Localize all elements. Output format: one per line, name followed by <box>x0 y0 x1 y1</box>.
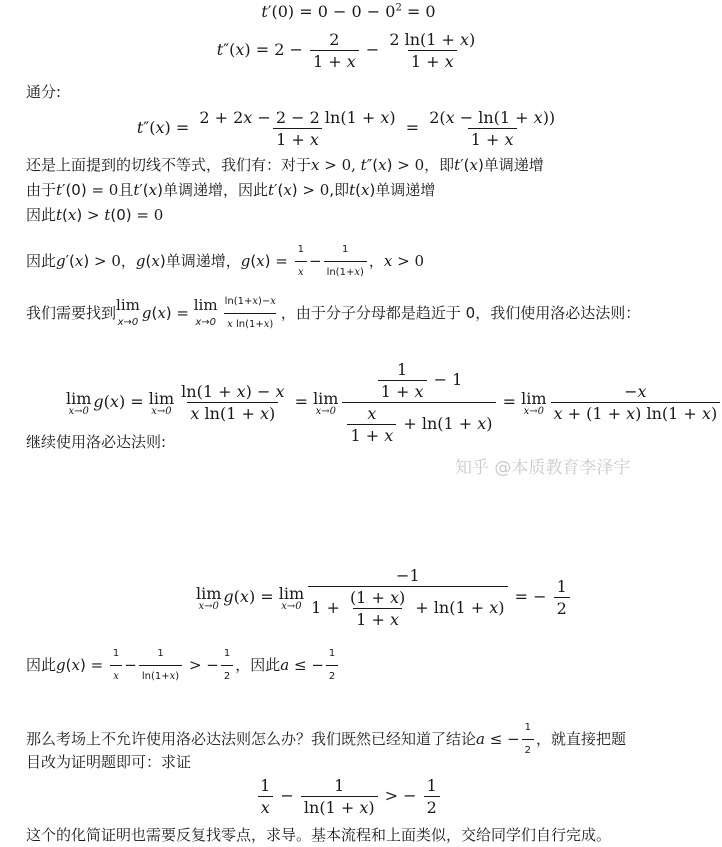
text-prove: 目改为证明题即可：求证 <box>26 753 192 771</box>
text-exam-alternative: 那么考场上不允许使用洛必达法则怎么办？我们既然已经知道了结论a ≤ − $\frac{1}{2}$ ，就直接把题 <box>26 718 626 761</box>
text-find-limit: 我们需要找到 lim x→0 g(x) = lim x→0 $\frac{\ln(1+x)-x}{\text{x ln(1+x)}}$ ，由于分子分母都是趋近于 0，我们使用洛必达法则： <box>26 292 640 335</box>
equation-to-prove: $\frac{1}{x}$ − $\frac{1}{\ln(1 + x)}$ > − $\frac{1}{2}$ <box>0 776 697 817</box>
equation-t-double-prime-combined: t″(x) = $\frac{2 + 2x - 2 - 2 \ln(1 + x)}{1 + x}$ = $\frac{2(x - \ln(1 + x))}{1 + x}$ <box>136 108 556 149</box>
text-t-prime-increasing: 由于t′(0) = 0且t′(x)单调递增，因此t′(x) > 0,即t(x)单调递增 <box>26 181 436 199</box>
equation-t-double-prime: t″(x) = 2 − $\frac{2}{1 + x}$ − $\frac{2 \ln(1 + x)}{1 + x}$ <box>216 30 476 71</box>
equation-lhopital-second: lim x→0 g(x) = lim x→0 −1 1 + $\frac{(1 + x)}{1 + x}$ + ln(1 + x) = − $\frac{1}{2}$ <box>196 566 572 629</box>
text-g-increasing: 因此g′(x) > 0，g(x)单调递增，g(x) = $\frac{1}{x}$ − $\frac{1}{\ln(1+x)}$ ，x > 0 <box>26 240 424 283</box>
equation-lhopital-first: lim x→0 g(x) = lim x→0 $\frac{\ln(1 + x) - x}{\text{x ln(1 + x)}}$ = lim x→0 $\frac{1}{1 + x}$ − 1 $\frac{x}{1 + x}$ + ln(1 + x) = lim x→0 $\frac{-x}{x + (1 + x) \ln(1 + x)}$ <box>66 360 722 445</box>
text-conclusion-a: 因此g(x) = $\frac{1}{x}$ − $\frac{1}{\ln(1+x)}$ > − $\frac{1}{2}$ ，因此a ≤ − $\frac{1}{2}$ <box>26 644 340 687</box>
text-t-greater: 因此t(x) > t(0) = 0 <box>26 206 164 224</box>
text-tangent-inequality: 还是上面提到的切线不等式，我们有：对于x > 0, t″(x) > 0，即t′(x)单调递增 <box>26 156 544 174</box>
watermark-zhihu: 知乎 @本质教育李泽宇 <box>455 458 631 478</box>
equation-t-prime-zero: $t'(0) = 0 - 0 - 0^2 = 0$ <box>261 2 436 21</box>
text-tongfen: 通分: <box>26 83 62 101</box>
text-continue-lhopital: 继续使用洛必达法则: <box>26 433 167 451</box>
text-final-note: 这个的化简证明也需要反复找零点，求导。基本流程和上面类似，交给同学们自行完成。 <box>26 826 612 844</box>
